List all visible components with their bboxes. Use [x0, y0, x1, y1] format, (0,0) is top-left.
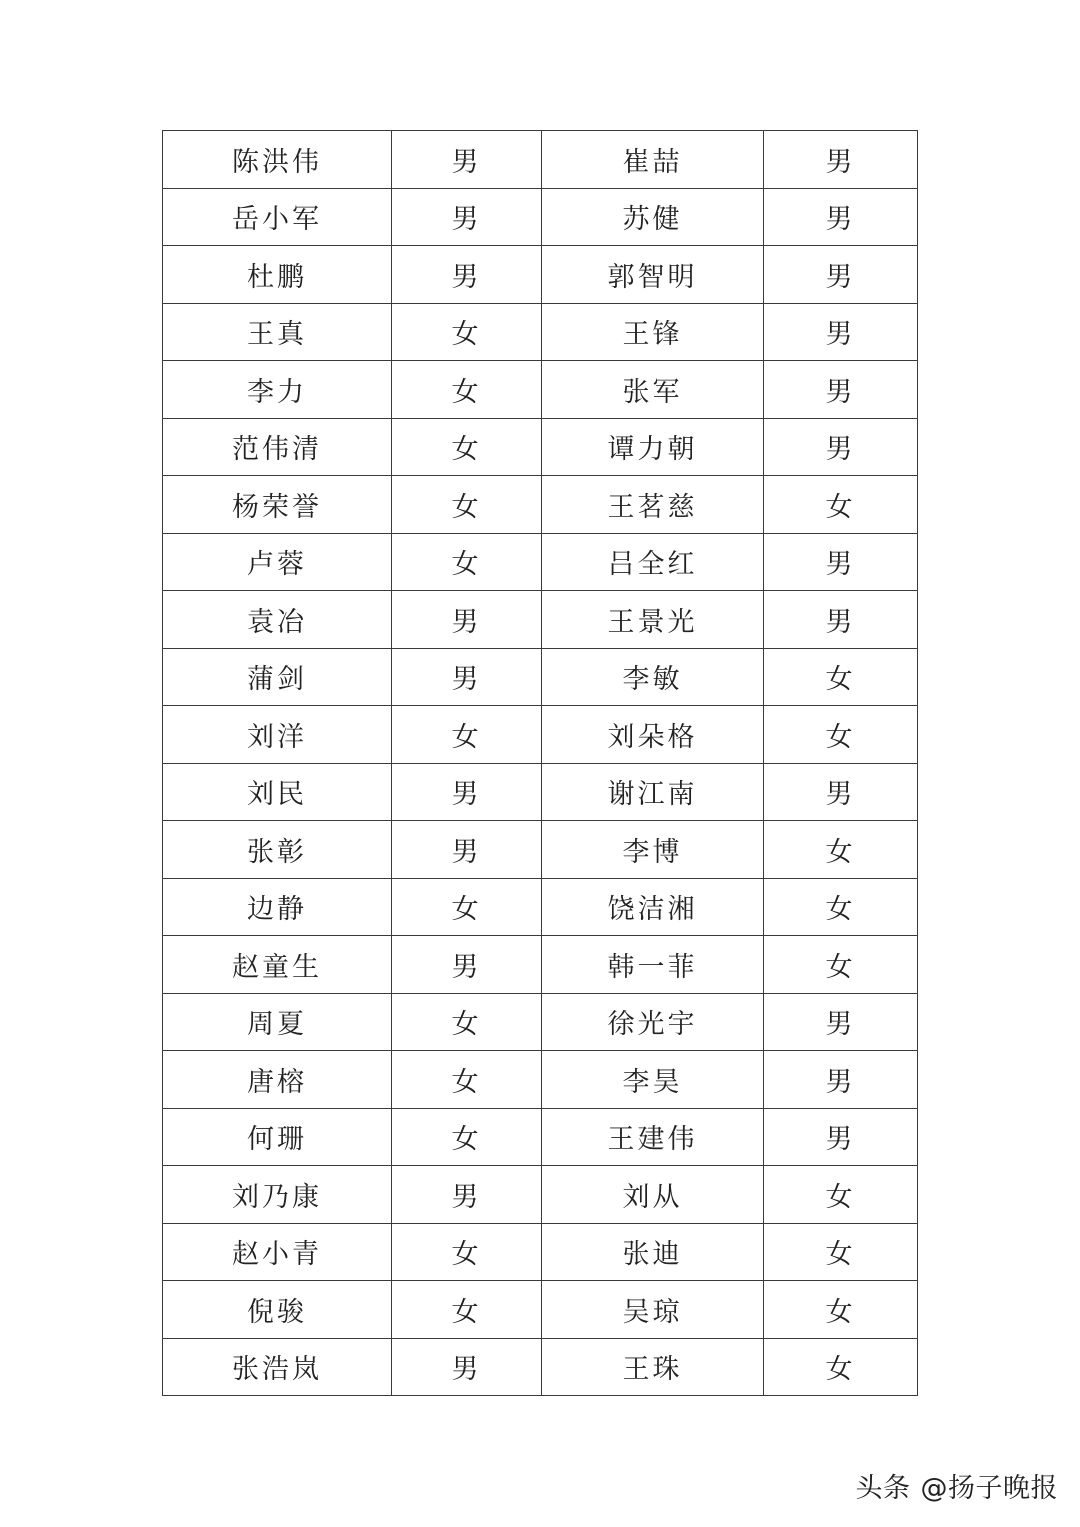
- gender-cell: 女: [392, 361, 542, 419]
- gender-cell: 男: [392, 648, 542, 706]
- table-row: [163, 936, 918, 994]
- name-cell: 饶洁湘: [542, 878, 764, 936]
- gender-cell: 男: [764, 591, 918, 649]
- gender-cell: 女: [392, 1051, 542, 1109]
- gender-cell: 女: [764, 1338, 918, 1396]
- gender-cell: 男: [392, 591, 542, 649]
- gender-cell: 男: [764, 533, 918, 591]
- gender-cell: 女: [392, 533, 542, 591]
- name-cell: 吴琼: [542, 1281, 764, 1339]
- gender-cell: 女: [764, 1281, 918, 1339]
- name-cell: 李昊: [542, 1051, 764, 1109]
- name-cell: 张彰: [163, 821, 392, 879]
- table-row: [163, 246, 918, 304]
- name-cell: 谭力朝: [542, 418, 764, 476]
- name-cell: 周夏: [163, 993, 392, 1051]
- table-row: [163, 878, 918, 936]
- gender-cell: 女: [764, 878, 918, 936]
- gender-cell: 男: [764, 763, 918, 821]
- name-cell: 王锋: [542, 303, 764, 361]
- name-cell: 韩一菲: [542, 936, 764, 994]
- table-row: [163, 131, 918, 189]
- roster-table-body: [163, 131, 918, 1396]
- gender-cell: 男: [392, 763, 542, 821]
- gender-cell: 女: [764, 706, 918, 764]
- table-row: [163, 361, 918, 419]
- gender-cell: 男: [764, 246, 918, 304]
- gender-cell: 男: [392, 821, 542, 879]
- watermark-platform: 头条: [855, 1473, 911, 1504]
- name-cell: 赵童生: [163, 936, 392, 994]
- table-row: [163, 648, 918, 706]
- gender-cell: 女: [764, 648, 918, 706]
- name-cell: 徐光宇: [542, 993, 764, 1051]
- gender-cell: 女: [392, 303, 542, 361]
- name-cell: 蒲剑: [163, 648, 392, 706]
- name-cell: 李敏: [542, 648, 764, 706]
- gender-cell: 女: [764, 821, 918, 879]
- table-row: [163, 821, 918, 879]
- table-row: [163, 706, 918, 764]
- name-cell: 刘朵格: [542, 706, 764, 764]
- name-cell: 张军: [542, 361, 764, 419]
- gender-cell: 男: [764, 188, 918, 246]
- gender-cell: 男: [764, 1051, 918, 1109]
- table-row: [163, 476, 918, 534]
- gender-cell: 女: [392, 418, 542, 476]
- name-cell: 郭智明: [542, 246, 764, 304]
- gender-cell: 女: [764, 936, 918, 994]
- gender-cell: 男: [764, 361, 918, 419]
- table-row: [163, 1281, 918, 1339]
- name-cell: 张浩岚: [163, 1338, 392, 1396]
- table-row: [163, 533, 918, 591]
- table-row: [163, 1166, 918, 1224]
- gender-cell: 女: [392, 1223, 542, 1281]
- name-cell: 刘民: [163, 763, 392, 821]
- gender-cell: 男: [764, 1108, 918, 1166]
- gender-cell: 男: [392, 246, 542, 304]
- name-cell: 袁冶: [163, 591, 392, 649]
- table-row: [163, 993, 918, 1051]
- table-row: [163, 763, 918, 821]
- gender-cell: 女: [392, 993, 542, 1051]
- name-cell: 苏健: [542, 188, 764, 246]
- gender-cell: 男: [764, 418, 918, 476]
- gender-cell: 男: [392, 131, 542, 189]
- gender-cell: 男: [392, 936, 542, 994]
- name-cell: 刘乃康: [163, 1166, 392, 1224]
- table-row: [163, 1338, 918, 1396]
- name-cell: 王建伟: [542, 1108, 764, 1166]
- name-cell: 李力: [163, 361, 392, 419]
- table-row: [163, 303, 918, 361]
- name-cell: 崔喆: [542, 131, 764, 189]
- table-row: [163, 1223, 918, 1281]
- gender-cell: 男: [764, 303, 918, 361]
- name-cell: 吕全红: [542, 533, 764, 591]
- table-row: [163, 591, 918, 649]
- name-cell: 杜鹏: [163, 246, 392, 304]
- name-cell: 赵小青: [163, 1223, 392, 1281]
- table-row: [163, 188, 918, 246]
- roster-table: [162, 130, 918, 1396]
- name-cell: 王景光: [542, 591, 764, 649]
- source-watermark: [856, 1466, 1059, 1505]
- gender-cell: 女: [392, 1108, 542, 1166]
- table-row: [163, 1108, 918, 1166]
- gender-cell: 女: [764, 476, 918, 534]
- watermark-account: @扬子晚报: [920, 1473, 1058, 1504]
- name-cell: 谢江南: [542, 763, 764, 821]
- gender-cell: 男: [392, 1166, 542, 1224]
- name-cell: 岳小军: [163, 188, 392, 246]
- gender-cell: 女: [764, 1223, 918, 1281]
- name-cell: 陈洪伟: [163, 131, 392, 189]
- name-cell: 唐榕: [163, 1051, 392, 1109]
- gender-cell: 女: [392, 878, 542, 936]
- name-cell: 杨荣誉: [163, 476, 392, 534]
- name-cell: 王茗慈: [542, 476, 764, 534]
- table-row: [163, 1051, 918, 1109]
- name-cell: 边静: [163, 878, 392, 936]
- name-cell: 王真: [163, 303, 392, 361]
- gender-cell: 女: [392, 1281, 542, 1339]
- gender-cell: 男: [392, 1338, 542, 1396]
- name-cell: 刘洋: [163, 706, 392, 764]
- name-cell: 卢蓉: [163, 533, 392, 591]
- name-cell: 范伟清: [163, 418, 392, 476]
- gender-cell: 女: [392, 476, 542, 534]
- gender-cell: 女: [392, 706, 542, 764]
- name-cell: 何珊: [163, 1108, 392, 1166]
- gender-cell: 男: [764, 993, 918, 1051]
- name-cell: 李博: [542, 821, 764, 879]
- gender-cell: 男: [764, 131, 918, 189]
- gender-cell: 女: [764, 1166, 918, 1224]
- name-cell: 刘从: [542, 1166, 764, 1224]
- gender-cell: 男: [392, 188, 542, 246]
- name-cell: 倪骏: [163, 1281, 392, 1339]
- name-cell: 张迪: [542, 1223, 764, 1281]
- table-row: [163, 418, 918, 476]
- name-cell: 王珠: [542, 1338, 764, 1396]
